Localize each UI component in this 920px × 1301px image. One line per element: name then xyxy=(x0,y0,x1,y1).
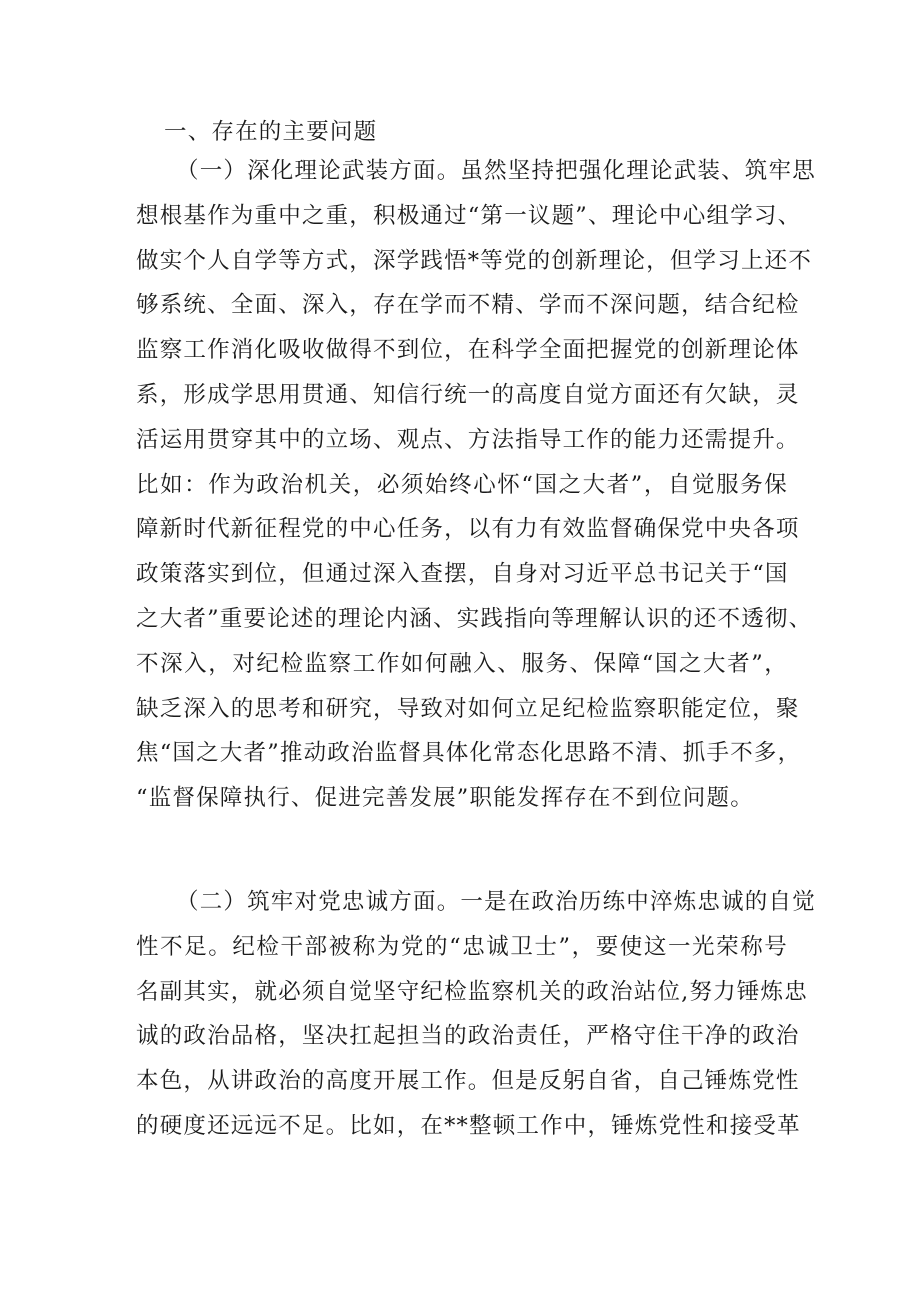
paragraph-line: 想根基作为重中之重，积极通过“第一议题”、理论中心组学习、 xyxy=(136,202,802,229)
paragraph-line: 系，形成学思用贯通、知信行统一的高度自觉方面还有欠缺，灵 xyxy=(136,381,800,408)
paragraph-line: （一）深化理论武装方面。虽然坚持把强化理论武装、筑牢思 xyxy=(176,158,816,184)
paragraph-line: 的硬度还远远不足。比如，在**整顿工作中，锤炼党性和接受革 xyxy=(136,1112,801,1139)
paragraph-line: 缺乏深入的思考和研究，导致对如何立足纪检监察职能定位，聚 xyxy=(136,695,800,722)
paragraph-line: 不深入，对纪检监察工作如何融入、服务、保障“国之大者”， xyxy=(136,650,788,677)
paragraph-line: 焦“国之大者”推动政治监督具体化常态化思路不清、抓手不多， xyxy=(136,740,802,767)
paragraph-line: 性不足。纪检干部被称为党的“忠诚卫士”，要使这一光荣称号 xyxy=(136,933,788,960)
paragraph-line: “监督保障执行、促进完善发展”职能发挥存在不到位问题。 xyxy=(136,785,754,812)
paragraph-loyalty xyxy=(136,880,816,1149)
paragraph-line: 本色，从讲政治的高度开展工作。但是反躬自省，自己锤炼党性 xyxy=(136,1068,800,1095)
paragraph-line: 活运用贯穿其中的立场、观点、方法指导工作的能力还需提升。 xyxy=(136,426,800,453)
paragraph-line: 够系统、全面、深入，存在学而不精、学而不深问题，结合纪检 xyxy=(136,292,800,319)
paragraph-line: 名副其实，就必须自觉坚守纪检监察机关的政治站位,努力锤炼忠 xyxy=(136,978,808,1005)
paragraph-line: 做实个人自学等方式，深学践悟*等党的创新理论，但学习上还不 xyxy=(136,247,813,274)
paragraph-line: 监察工作消化吸收做得不到位，在科学全面把握党的创新理论体 xyxy=(136,337,800,364)
paragraph-line: 比如：作为政治机关，必须始终心怀“国之大者”，自觉服务保 xyxy=(136,471,788,498)
paragraph-theory xyxy=(136,149,816,821)
paragraph-line: 之大者”重要论述的理论内涵、实践指向等理解认识的还不透彻、 xyxy=(136,605,813,632)
paragraph-line: 诚的政治品格，坚决扛起担当的政治责任，严格守住干净的政治 xyxy=(136,1023,800,1050)
paragraph-line: 障新时代新征程党的中心任务，以有力有效监督确保党中央各项 xyxy=(136,516,800,543)
section-heading: 一、存在的主要问题 xyxy=(164,119,378,145)
paragraph-line: （二）筑牢对党忠诚方面。一是在政治历练中淬炼忠诚的自觉 xyxy=(176,889,816,915)
paragraph-line: 政策落实到位，但通过深入查摆，自身对习近平总书记关于“国 xyxy=(136,561,789,588)
